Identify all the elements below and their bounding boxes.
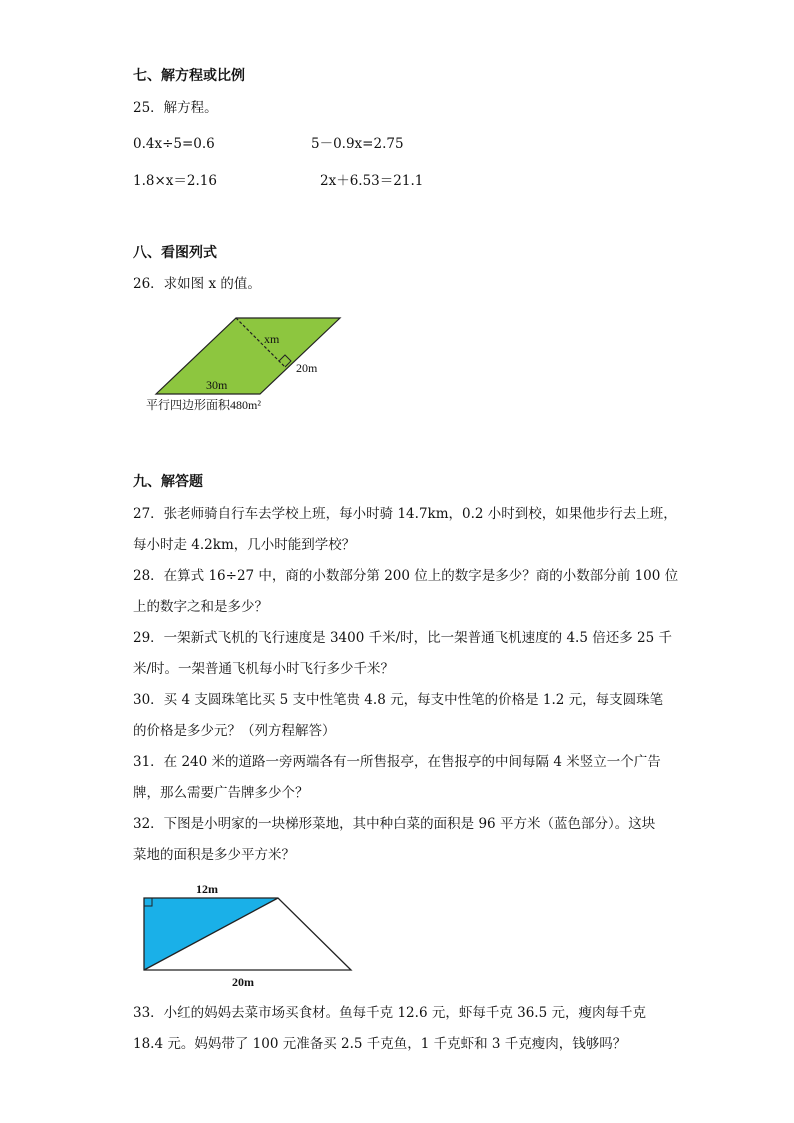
base-label: 30m <box>206 378 228 392</box>
trapezoid-figure <box>136 878 361 990</box>
question-33-line-2: 18.4 元。妈妈带了 100 元准备买 2.5 千克鱼，1 千克虾和 3 千克瘦肉，钱够吗？ <box>133 1036 627 1052</box>
question-32-line-1: 32．下图是小明家的一块梯形菜地，其中种白菜的面积是 96 平方米（蓝色部分）。这块 <box>133 816 656 832</box>
height-label: xm <box>264 332 280 346</box>
question-33-line-1: 33．小红的妈妈去菜市场买食材。鱼每千克 12.6 元，虾每千克 36.5 元，瘦肉每千克 <box>133 1005 646 1021</box>
bottom-base-label: 20m <box>232 975 254 989</box>
question-30-line-1: 30．买 4 支圆珠笔比买 5 支中性笔贵 4.8 元，每支中性笔的价格是 1.2 元，每支圆珠笔 <box>133 692 664 708</box>
equation-3: 1.8×x＝2.16 <box>133 173 217 189</box>
question-30-line-2: 的价格是多少元？（列方程解答） <box>133 723 336 739</box>
question-29-line-2: 米/时。一架普通飞机每小时飞行多少千米？ <box>133 661 395 677</box>
question-32-line-2: 菜地的面积是多少平方米？ <box>133 847 295 863</box>
question-31-line-2: 牌，那么需要广告牌多少个？ <box>133 785 309 801</box>
equation-4: 2x＋6.53＝21.1 <box>320 173 424 189</box>
question-25: 25．解方程。 <box>133 100 218 116</box>
section-heading-8: 八、看图列式 <box>133 245 217 261</box>
parallelogram-figure <box>140 310 360 420</box>
question-28-line-1: 28．在算式 16÷27 中，商的小数部分第 200 位上的数字是多少？商的小数部分前 100 位 <box>133 568 679 584</box>
question-27-line-1: 27．张老师骑自行车去学校上班，每小时骑 14.7km，0.2 小时到校，如果他步行去上班， <box>133 506 677 522</box>
section-heading-9: 九、解答题 <box>133 474 203 490</box>
area-caption: 平行四边形面积480m² <box>146 398 261 412</box>
side-label: 20m <box>296 361 318 375</box>
question-31-line-1: 31．在 240 米的道路一旁两端各有一所售报亭，在售报亭的中间每隔 4 米竖立一个广告 <box>133 754 661 770</box>
top-base-label: 12m <box>196 882 218 896</box>
question-28-line-2: 上的数字之和是多少？ <box>133 599 268 615</box>
section-heading-7: 七、解方程或比例 <box>133 68 245 84</box>
equation-1: 0.4x÷5=0.6 <box>133 136 215 152</box>
question-29-line-1: 29．一架新式飞机的飞行速度是 3400 千米/时，比一架普通飞机速度的 4.5 倍还多 25 千 <box>133 630 672 646</box>
equation-2: 5－0.9x=2.75 <box>311 136 404 152</box>
question-26: 26．求如图 x 的值。 <box>133 276 261 292</box>
question-27-line-2: 每小时走 4.2km，几小时能到学校？ <box>133 537 356 553</box>
